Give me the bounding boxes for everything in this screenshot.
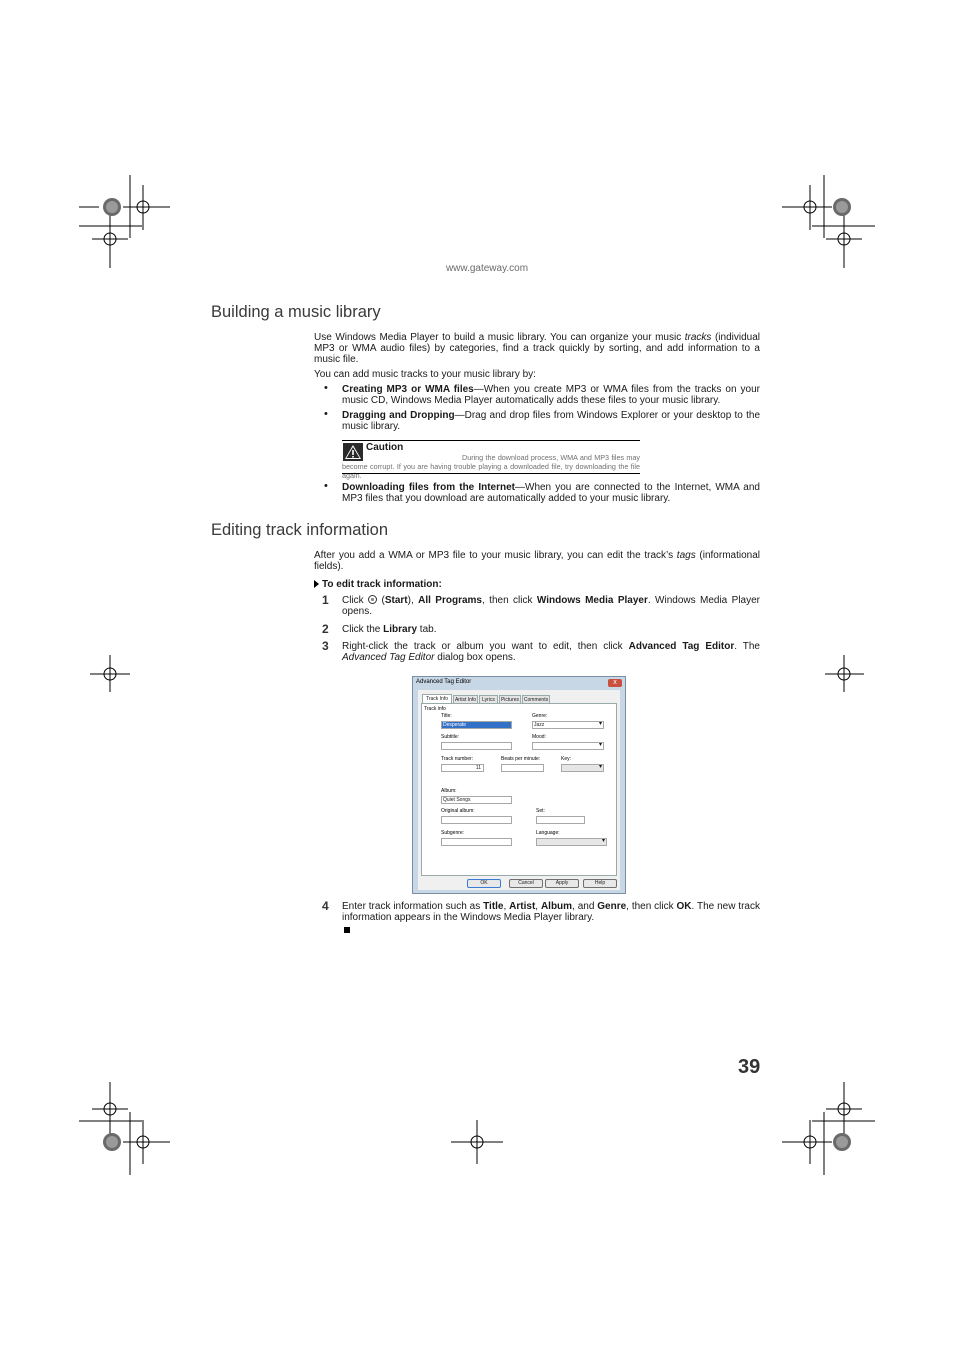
caution-box xyxy=(342,440,640,480)
album-field[interactable]: Quiet Songs xyxy=(441,796,512,804)
bpm-label: Beats per minute: xyxy=(501,756,541,762)
cancel-button[interactable]: Cancel xyxy=(509,879,543,888)
step-number: 2 xyxy=(322,622,329,636)
bullet-item: Downloading files from the Internet—When you are connected to the Internet, WMA and MP3 files that you download are automatically added to your music library. xyxy=(342,482,760,504)
ok-button[interactable]: OK xyxy=(467,879,501,888)
dialog-title: Advanced Tag Editor xyxy=(416,679,472,685)
intro-paragraph-2: You can add music tracks to your music library by: xyxy=(314,369,536,380)
title-label: Title: xyxy=(441,713,452,719)
subgenre-field[interactable] xyxy=(441,838,512,846)
section-heading-editing: Editing track information xyxy=(211,521,388,539)
original-album-label: Original album: xyxy=(441,808,475,814)
tab-track-info[interactable]: Track Info xyxy=(422,694,452,703)
tab-pictures[interactable]: Pictures xyxy=(500,697,520,703)
mood-label: Mood: xyxy=(532,734,546,740)
set-field[interactable] xyxy=(536,816,585,824)
dialog-body xyxy=(418,690,620,890)
step-number: 3 xyxy=(322,639,329,653)
language-select[interactable] xyxy=(536,838,607,846)
bullet-item: Creating MP3 or WMA files—When you create MP3 or WMA files from the tracks on your music CD, Windows Media Player automatically adds these files to your music library. xyxy=(342,384,760,406)
tab-lyrics[interactable]: Lyrics xyxy=(479,695,498,703)
apply-button[interactable]: Apply xyxy=(545,879,579,888)
track-number-label: Track number: xyxy=(441,756,474,762)
section-heading-building: Building a music library xyxy=(211,303,381,321)
header-url: www.gateway.com xyxy=(445,263,529,274)
step-text: Click the Library tab. xyxy=(342,624,437,635)
bullet: • xyxy=(324,480,328,492)
track-info-panel xyxy=(421,703,617,876)
album-label: Album: xyxy=(441,788,457,794)
original-album-field[interactable] xyxy=(441,816,512,824)
help-button[interactable]: Help xyxy=(583,879,617,888)
key-label: Key: xyxy=(561,756,572,762)
set-label: Set: xyxy=(536,808,545,814)
genre-select[interactable]: Jazz ▾ xyxy=(532,721,604,729)
key-select[interactable] xyxy=(561,764,604,772)
bullet: • xyxy=(324,382,328,394)
arrow-right-icon xyxy=(314,580,319,588)
step-text: Right-click the track or album you want to edit, then click Advanced Tag Editor. The Advanced Tag Editor dialog box opens. xyxy=(342,641,760,663)
intro-paragraph: Use Windows Media Player to build a music library. You can organize your music tracks (individual MP3 or WMA audio files) by categories, find a track quickly by sorting, and add information to a music file. xyxy=(314,332,760,365)
tab-comments[interactable]: Comments xyxy=(523,697,549,703)
step-text: Click (Start), All Programs, then click Windows Media Player. Windows Media Player opens. xyxy=(342,595,760,617)
start-orb-icon xyxy=(368,595,377,604)
caution-text: During the download process, WMA and MP3 files may become corrupt. If you are having trouble playing a downloaded file, try downloading the file again. xyxy=(342,453,640,480)
page-number: 39 xyxy=(738,1056,761,1078)
step-number: 1 xyxy=(322,593,329,607)
close-icon[interactable]: x xyxy=(608,679,622,687)
tab-artist-info[interactable]: Artist Info xyxy=(454,697,477,703)
subgenre-label: Subgenre: xyxy=(441,830,465,836)
bullet: • xyxy=(324,408,328,420)
language-label: Language: xyxy=(536,830,560,836)
subtitle-field[interactable] xyxy=(441,742,512,750)
step-number: 4 xyxy=(322,899,329,913)
bullet-item: Dragging and Dropping—Drag and drop files from Windows Explorer or your desktop to the music library. xyxy=(342,410,761,432)
track-number-field[interactable]: 11 xyxy=(441,764,484,772)
advanced-tag-editor-dialog xyxy=(412,676,626,894)
caution-title: Caution xyxy=(366,442,404,453)
genre-label: Genre: xyxy=(532,713,548,719)
title-field[interactable]: Desperate xyxy=(441,721,512,729)
editing-intro: After you add a WMA or MP3 file to your music library, you can edit the track’s tags (informational fields). xyxy=(314,550,760,572)
mood-select[interactable] xyxy=(532,742,604,750)
group-label: Track info xyxy=(424,706,446,712)
subtitle-label: Subtitle: xyxy=(441,734,460,740)
procedure-title: To edit track information: xyxy=(314,579,442,590)
bpm-field[interactable] xyxy=(501,764,544,772)
step-text: Enter track information such as Title, Artist, Album, and Genre, then click OK. The new track information appears in the Windows Media Player library. xyxy=(342,901,760,923)
end-of-procedure-marker xyxy=(344,927,350,933)
